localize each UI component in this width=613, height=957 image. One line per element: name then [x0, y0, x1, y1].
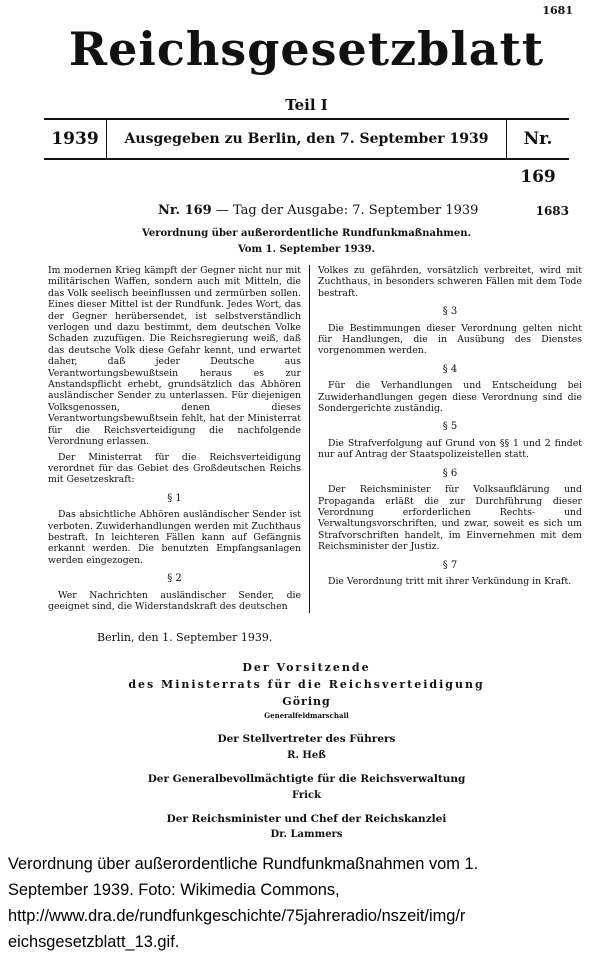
preamble: Im modernen Krieg kämpft der Gegner nicht nur mit militärischen Waffen, sondern auch mit Mitteln, die das Volk seelisch beeinflussen und zermürben sollen. Eines dieser Mittel ist der Rundfunk. Jedes Wort, das der Gegner herübersendet, ist selbstverständlich verlogen und dazu bestimmt, dem deutschen Volke Schaden zuzufügen. Die Reichsregierung weiß, daß das deutsche Volk diese Gefahr kennt, und erwartet daher, daß jeder Deutsche aus Verantwortungsbewußtsein heraus es zur Anstandspflicht erhebt, grundsätzlich das Abhören ausländischer Sender zu unterlassen. Für diejenigen Volksgenossen, denen dieses Verantwortungsbewußtsein fehlt, hat der Ministerrat für die Reichsverteidigung die nachfolgende Verordnung erlassen. [48, 265, 301, 448]
city-date: Berlin, den 1. September 1939. [97, 631, 273, 644]
issue-line-date: — Tag der Ausgabe: 7. September 1939 [211, 203, 479, 218]
signatory-1-rank: Generalfeldmarschall [264, 711, 349, 720]
page-number-top: 1681 [542, 4, 573, 17]
left-column [48, 265, 301, 616]
section-5-text: Die Strafverfolgung auf Grund von §§ 1 und 2 findet nur auf Antrag der Staatspolizeistellen statt. [318, 437, 582, 461]
section-1-sign: § 1 [167, 492, 182, 504]
issue-bar [44, 118, 569, 187]
image-caption [8, 851, 608, 955]
section-2-sign: § 2 [167, 573, 182, 585]
signatory-3-name: Frick [291, 790, 321, 801]
signatory-1-name: Göring [282, 695, 331, 708]
section-6-sign: § 6 [442, 467, 458, 479]
caption-line-2: September 1939. Foto: Wikimedia Commons, [8, 881, 340, 899]
signatory-2-name: R. Heß [287, 750, 326, 761]
signatory-2-title: Der Stellvertreter des Führers [217, 733, 396, 745]
column-divider [309, 265, 310, 613]
issue-line-number: Nr. 169 [158, 203, 212, 218]
decree-title: Verordnung über außerordentliche Rundfunkmaßnahmen. [141, 228, 471, 239]
section-4-sign: § 4 [442, 363, 458, 375]
enactment-clause: Der Ministerrat für die Reichsverteidigung verordnet für das Gebiet des Großdeutschen Reichs mit Gesetzeskraft: [48, 451, 301, 486]
page-number: 1683 [535, 204, 569, 218]
issue-number: Nr. 169 [506, 120, 569, 158]
section-7-sign: § 7 [442, 559, 458, 571]
section-6-text: Der Reichsminister für Volksaufklärung und Propaganda erläßt die zur Durchführung dieser Verordnung erforderlichen Rechts- und Verwaltungsvorschriften, und zwar, soweit es sich um Strafvorschriften handelt, im Einvernehmen mit dem Reichsminister der Justiz. [318, 484, 582, 553]
section-2-text: Wer Nachrichten ausländischer Sender, die geeignet sind, die Widerstandskraft des deutschen [48, 589, 301, 612]
decree-date: Vom 1. September 1939. [237, 244, 376, 255]
signatory-3-title: Der Generalbevollmächtigte für die Reichsverwaltung [147, 773, 466, 785]
issue-line [158, 203, 478, 218]
signatory-4-name: Dr. Lammers [270, 829, 343, 840]
signatory-4-title: Der Reichsminister und Chef der Reichskanzlei [166, 813, 447, 825]
part-label: Teil I [285, 96, 328, 114]
section-7-text: Die Verordnung tritt mit ihrer Verkündung in Kraft. [328, 575, 572, 587]
signatory-1-title: Der Vorsitzende [242, 661, 371, 674]
caption-line-4: eichsgesetzblatt_13.gif. [8, 933, 180, 951]
section-1-text: Das absichtliche Abhören ausländischer Sender ist verboten. Zuwiderhandlungen werden mit Zuchthaus bestraft. In leichteren Fällen kann auf Gefängnis erkannt werden. Die benutzten Empfangsanlagen werden eingezogen. [48, 509, 301, 566]
caption-line-3: http://www.dra.de/rundfunkgeschichte/75jahreradio/nszeit/img/r [8, 907, 466, 925]
issue-date: Ausgegeben zu Berlin, den 7. September 1939 [124, 131, 489, 147]
caption-line-1: Verordnung über außerordentliche Rundfunkmaßnahmen vom 1. [8, 855, 479, 873]
section-4-text: Für die Verhandlungen und Entscheidung bei Zuwiderhandlungen gegen diese Verordnung sind die Sondergerichte zuständig. [318, 380, 582, 415]
section-5-sign: § 5 [442, 421, 458, 433]
section-2-continued: Volkes zu gefährden, vorsätzlich verbreitet, wird mit Zuchthaus, in besonders schweren Fällen mit dem Tode bestraft. [318, 265, 582, 299]
right-column [318, 265, 582, 591]
signatory-1-office: des Ministerrats für die Reichsverteidigung [128, 678, 485, 691]
issue-year: 1939 [44, 120, 107, 158]
section-3-text: Die Bestimmungen dieser Verordnung gelten nicht für Handlungen, die in Ausübung des Dienstes vorgenommen werden. [318, 322, 582, 357]
masthead-title: Reichsgesetzblatt [68, 22, 545, 76]
section-3-sign: § 3 [442, 306, 458, 318]
